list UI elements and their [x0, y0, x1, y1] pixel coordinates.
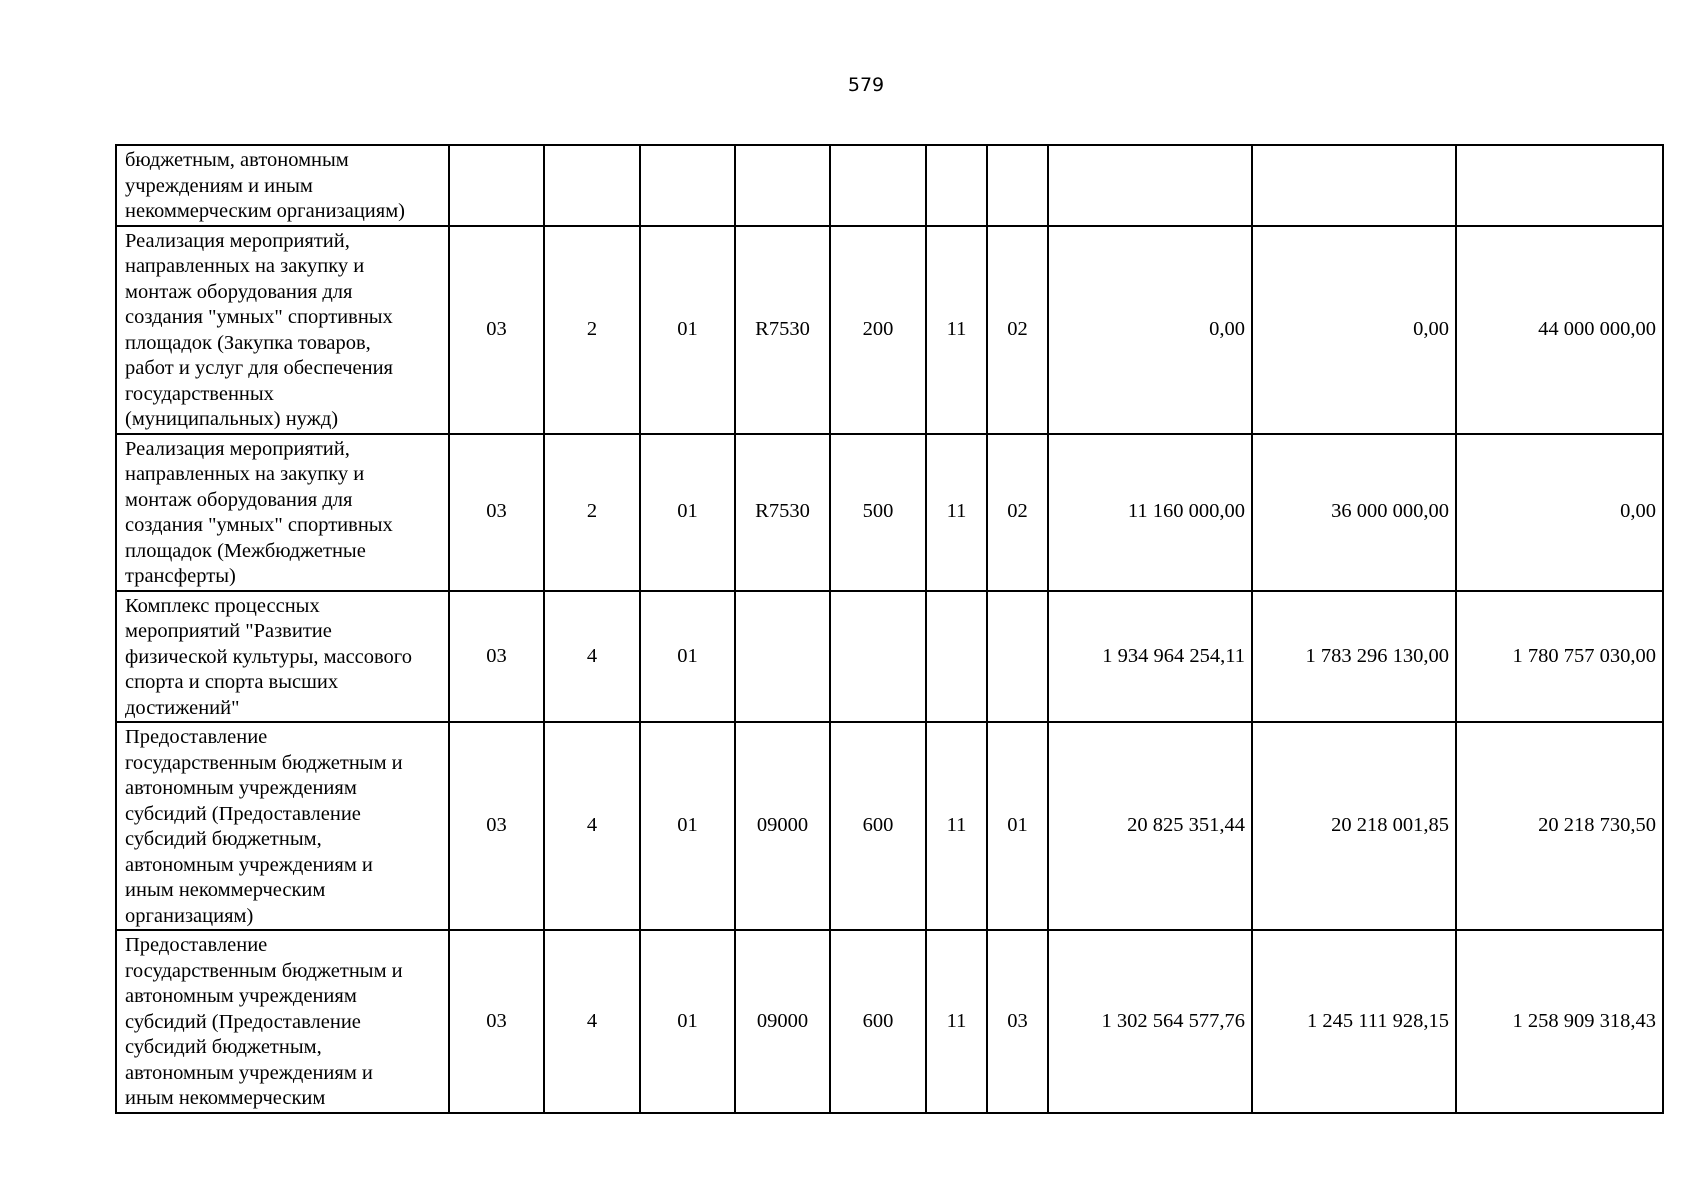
cell-c5: 200 [830, 226, 926, 434]
table-row [116, 226, 1663, 434]
amount-2: 0,00 [1252, 226, 1456, 434]
cell-c3: 01 [640, 591, 735, 723]
table-row [116, 434, 1663, 591]
cell-c6 [926, 591, 987, 723]
amount-3: 44 000 000,00 [1456, 226, 1663, 434]
cell-c7: 01 [987, 722, 1048, 930]
cell-c6 [926, 145, 987, 226]
cell-c4: R7530 [735, 434, 830, 591]
amount-1: 11 160 000,00 [1048, 434, 1252, 591]
row-description: Предоставление государственным бюджетным и автономным учреждениям субсидий (Предоставление субсидий бюджетным, автономным учреждениям и иным некоммерческим [116, 930, 449, 1113]
page-number: 579 [847, 74, 885, 96]
cell-c3 [640, 145, 735, 226]
table-row [116, 930, 1663, 1113]
cell-c1 [449, 145, 544, 226]
amount-2: 36 000 000,00 [1252, 434, 1456, 591]
cell-c2: 4 [544, 930, 640, 1113]
table-row [116, 591, 1663, 723]
cell-c2: 4 [544, 591, 640, 723]
cell-c3: 01 [640, 722, 735, 930]
amount-1 [1048, 145, 1252, 226]
amount-2: 20 218 001,85 [1252, 722, 1456, 930]
cell-c7 [987, 145, 1048, 226]
cell-c1: 03 [449, 722, 544, 930]
amount-3: 20 218 730,50 [1456, 722, 1663, 930]
row-description: Реализация мероприятий, направленных на закупку и монтаж оборудования для создания "умных" спортивных площадок (Межбюджетные трансферты) [116, 434, 449, 591]
cell-c2: 2 [544, 226, 640, 434]
cell-c2: 2 [544, 434, 640, 591]
cell-c1: 03 [449, 434, 544, 591]
cell-c4: 09000 [735, 930, 830, 1113]
cell-c1: 03 [449, 591, 544, 723]
amount-3: 0,00 [1456, 434, 1663, 591]
cell-c7: 02 [987, 226, 1048, 434]
amount-1: 20 825 351,44 [1048, 722, 1252, 930]
cell-c6: 11 [926, 722, 987, 930]
row-description: Предоставление государственным бюджетным и автономным учреждениям субсидий (Предоставление субсидий бюджетным, автономным учреждениям и иным некоммерческим организациям) [116, 722, 449, 930]
amount-3: 1 258 909 318,43 [1456, 930, 1663, 1113]
cell-c3: 01 [640, 930, 735, 1113]
cell-c5: 600 [830, 930, 926, 1113]
cell-c7 [987, 591, 1048, 723]
amount-2: 1 783 296 130,00 [1252, 591, 1456, 723]
row-description: бюджетным, автономным учреждениям и иным некоммерческим организациям) [116, 145, 449, 226]
cell-c4 [735, 591, 830, 723]
cell-c6: 11 [926, 434, 987, 591]
cell-c5 [830, 591, 926, 723]
cell-c1: 03 [449, 226, 544, 434]
budget-table [115, 144, 1664, 1114]
amount-1: 1 302 564 577,76 [1048, 930, 1252, 1113]
amount-2 [1252, 145, 1456, 226]
row-description: Комплекс процессных мероприятий "Развитие физической культуры, массового спорта и спорта высших достижений" [116, 591, 449, 723]
cell-c4: R7530 [735, 226, 830, 434]
cell-c3: 01 [640, 226, 735, 434]
amount-2: 1 245 111 928,15 [1252, 930, 1456, 1113]
cell-c1: 03 [449, 930, 544, 1113]
cell-c5 [830, 145, 926, 226]
cell-c4 [735, 145, 830, 226]
row-description: Реализация мероприятий, направленных на закупку и монтаж оборудования для создания "умных" спортивных площадок (Закупка товаров, работ и услуг для обеспечения государственных (муниципальных) нужд) [116, 226, 449, 434]
cell-c5: 600 [830, 722, 926, 930]
cell-c7: 02 [987, 434, 1048, 591]
cell-c2: 4 [544, 722, 640, 930]
cell-c5: 500 [830, 434, 926, 591]
table-row [116, 145, 1663, 226]
amount-3 [1456, 145, 1663, 226]
amount-3: 1 780 757 030,00 [1456, 591, 1663, 723]
table-row [116, 722, 1663, 930]
cell-c3: 01 [640, 434, 735, 591]
cell-c6: 11 [926, 226, 987, 434]
amount-1: 0,00 [1048, 226, 1252, 434]
amount-1: 1 934 964 254,11 [1048, 591, 1252, 723]
cell-c4: 09000 [735, 722, 830, 930]
cell-c2 [544, 145, 640, 226]
cell-c6: 11 [926, 930, 987, 1113]
cell-c7: 03 [987, 930, 1048, 1113]
